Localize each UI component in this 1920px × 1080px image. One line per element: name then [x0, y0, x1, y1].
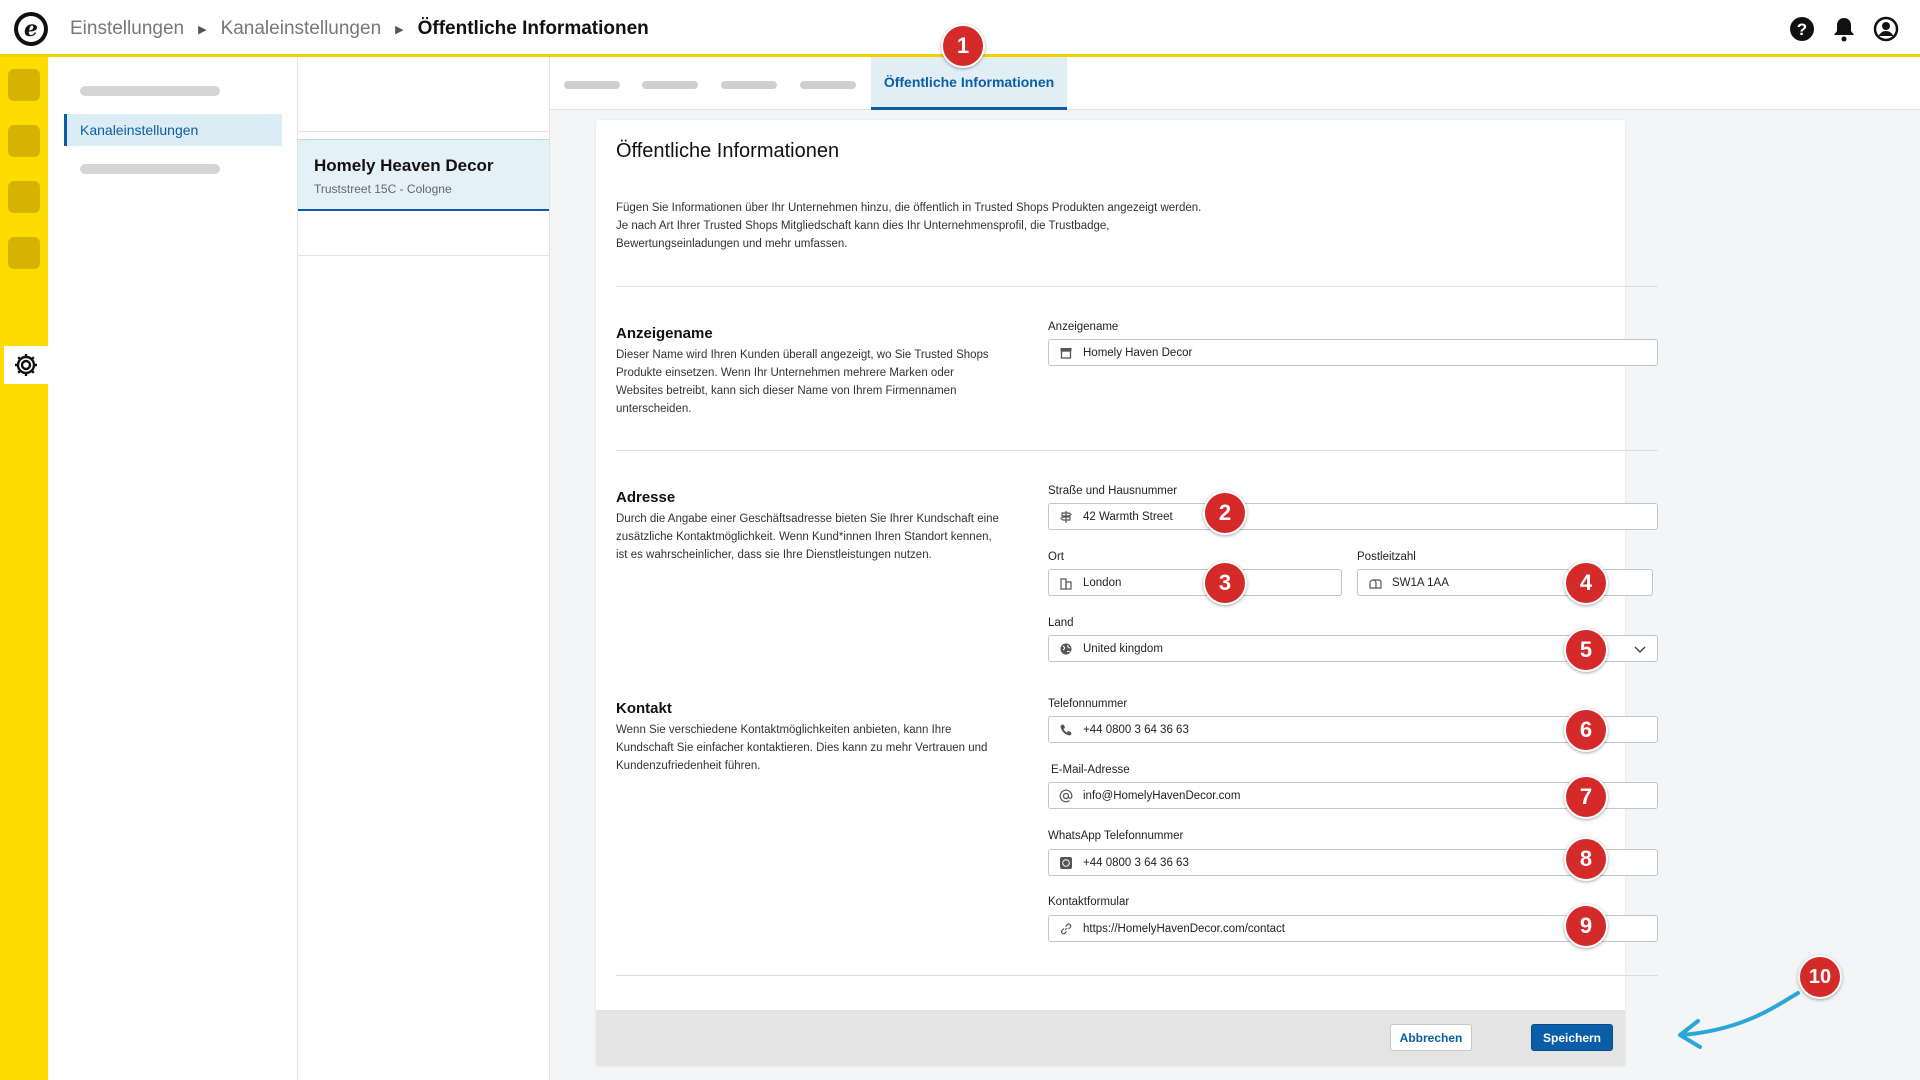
street-value: 42 Warmth Street [1083, 510, 1173, 523]
notification-bell-icon[interactable] [1830, 15, 1858, 43]
channel-address: Truststreet 15C - Cologne [314, 182, 452, 196]
store-icon [1059, 346, 1073, 360]
divider [298, 131, 549, 132]
annotation-marker: 4 [1564, 561, 1608, 605]
display-name-input[interactable] [1048, 339, 1658, 366]
annotation-arrow-icon [1670, 985, 1810, 1055]
subnav-item-placeholder[interactable] [80, 164, 220, 174]
annotation-marker: 6 [1564, 708, 1608, 752]
save-button[interactable]: Speichern [1531, 1024, 1613, 1051]
zip-label: Postleitzahl [1357, 551, 1416, 563]
annotation-marker: 2 [1203, 491, 1247, 535]
country-label: Land [1048, 617, 1074, 629]
zip-input[interactable] [1357, 569, 1653, 596]
breadcrumb-settings[interactable]: Einstellungen [70, 18, 185, 39]
trusted-shops-logo[interactable]: e [14, 12, 48, 46]
section-desc-address: Durch die Angabe einer Geschäftsadresse bieten Sie Ihrer Kundschaft eine zusätzliche Kontaktmöglichkeit. Wenn Kund*innen Ihren Standort kennen, ist es wahrscheinlicher, dass sie Ihre Dienstleistungen nutzen. [616, 513, 999, 561]
channel-list [298, 57, 550, 1080]
cancel-button[interactable]: Abbrechen [1390, 1024, 1472, 1051]
gear-icon [13, 352, 39, 378]
whatsapp-icon [1059, 856, 1073, 870]
link-icon [1059, 922, 1073, 936]
section-desc-contact: Wenn Sie verschiedene Kontaktmöglichkeiten anbieten, kann Ihre Kundschaft Sie einfacher kontaktieren. Dies kann zu mehr Vertrauen und Kundenzufriedenheit führen. [616, 724, 988, 772]
country-value: United kingdom [1083, 642, 1163, 655]
divider [616, 286, 1658, 287]
subnav-item-placeholder[interactable] [80, 86, 220, 96]
user-account-icon[interactable] [1872, 15, 1900, 43]
contact-form-value: https://HomelyHavenDecor.com/contact [1083, 922, 1285, 935]
mailbox-icon [1368, 576, 1382, 590]
tab-placeholder[interactable] [564, 81, 620, 89]
contact-form-label: Kontaktformular [1048, 896, 1130, 908]
divider [298, 255, 549, 256]
subnav-item-channel-settings[interactable]: Kanaleinstellungen [64, 114, 282, 146]
svg-text:?: ? [1796, 20, 1808, 39]
rail-item-placeholder[interactable] [8, 125, 40, 157]
intro-line: Fügen Sie Informationen über Ihr Unternehmen hinzu, die öffentlich in Trusted Shops Produkten angezeigt werden. [616, 202, 1202, 214]
app-rail [0, 57, 48, 1080]
header-actions [1788, 15, 1900, 43]
annotation-marker: 10 [1798, 955, 1842, 999]
tab-public-information[interactable]: Öffentliche Informationen [871, 57, 1067, 110]
public-info-card [596, 120, 1625, 1066]
annotation-marker: 9 [1564, 904, 1608, 948]
phone-value: +44 0800 3 64 36 63 [1083, 723, 1189, 736]
email-label: E-Mail-Adresse [1051, 764, 1130, 776]
page-title: Öffentliche Informationen [616, 140, 840, 162]
divider [616, 450, 1658, 451]
intro-text [616, 199, 1236, 253]
display-name-label: Anzeigename [1048, 321, 1119, 333]
form-footer [596, 1010, 1625, 1066]
breadcrumb [70, 18, 649, 40]
channel-item-active[interactable] [298, 139, 549, 211]
section-title-contact: Kontakt [616, 700, 672, 717]
phone-icon [1059, 723, 1073, 737]
section-title-display-name: Anzeigename [616, 325, 713, 342]
annotation-marker: 8 [1564, 837, 1608, 881]
channel-name: Homely Heaven Decor [314, 156, 494, 175]
tab-placeholder[interactable] [800, 81, 856, 89]
settings-subnav [48, 57, 298, 1080]
city-label: Ort [1048, 551, 1064, 563]
breadcrumb-current: Öffentliche Informationen [417, 18, 649, 39]
rail-item-settings[interactable] [4, 346, 48, 384]
breadcrumb-channel-settings[interactable]: Kanaleinstellungen [220, 18, 382, 39]
intro-line: Je nach Art Ihrer Trusted Shops Mitgliedschaft kann dies Ihr Unternehmensprofil, die Trustbadge, [616, 220, 1110, 232]
breadcrumb-separator-icon: ▶ [198, 23, 207, 36]
annotation-marker: 5 [1564, 628, 1608, 672]
annotation-marker: 1 [941, 24, 985, 68]
signpost-icon [1059, 510, 1073, 524]
section-desc-display-name: Dieser Name wird Ihren Kunden überall angezeigt, wo Sie Trusted Shops Produkte einsetzen. Wenn Ihr Unternehmen mehrere Marken oder Websites betreibt, kann sich dieser Name von Ihrem Firmennamen unterscheiden. [616, 349, 989, 415]
city-input[interactable] [1048, 569, 1342, 596]
section-title-address: Adresse [616, 489, 676, 506]
rail-item-placeholder[interactable] [8, 69, 40, 101]
globe-icon [1059, 642, 1073, 656]
at-sign-icon [1059, 789, 1073, 803]
city-buildings-icon [1059, 576, 1073, 590]
street-input[interactable] [1048, 503, 1658, 530]
breadcrumb-separator-icon: ▶ [395, 23, 404, 36]
tab-bar [550, 57, 1920, 110]
city-value: London [1083, 576, 1122, 589]
rail-item-placeholder[interactable] [8, 181, 40, 213]
display-name-value: Homely Haven Decor [1083, 346, 1193, 359]
whatsapp-value: +44 0800 3 64 36 63 [1083, 856, 1189, 869]
divider [616, 975, 1658, 976]
zip-value: SW1A 1AA [1392, 576, 1449, 589]
phone-label: Telefonnummer [1048, 698, 1128, 710]
tab-placeholder[interactable] [721, 81, 777, 89]
annotation-marker: 3 [1203, 561, 1247, 605]
annotation-marker: 7 [1564, 775, 1608, 819]
whatsapp-label: WhatsApp Telefonnummer [1048, 830, 1184, 842]
street-label: Straße und Hausnummer [1048, 485, 1178, 497]
chevron-down-icon [1633, 642, 1647, 659]
help-icon[interactable] [1788, 15, 1816, 43]
email-value: info@HomelyHavenDecor.com [1083, 789, 1241, 802]
intro-line: Bewertungseinladungen und mehr umfassen. [616, 238, 848, 250]
rail-item-placeholder[interactable] [8, 237, 40, 269]
tab-placeholder[interactable] [642, 81, 698, 89]
